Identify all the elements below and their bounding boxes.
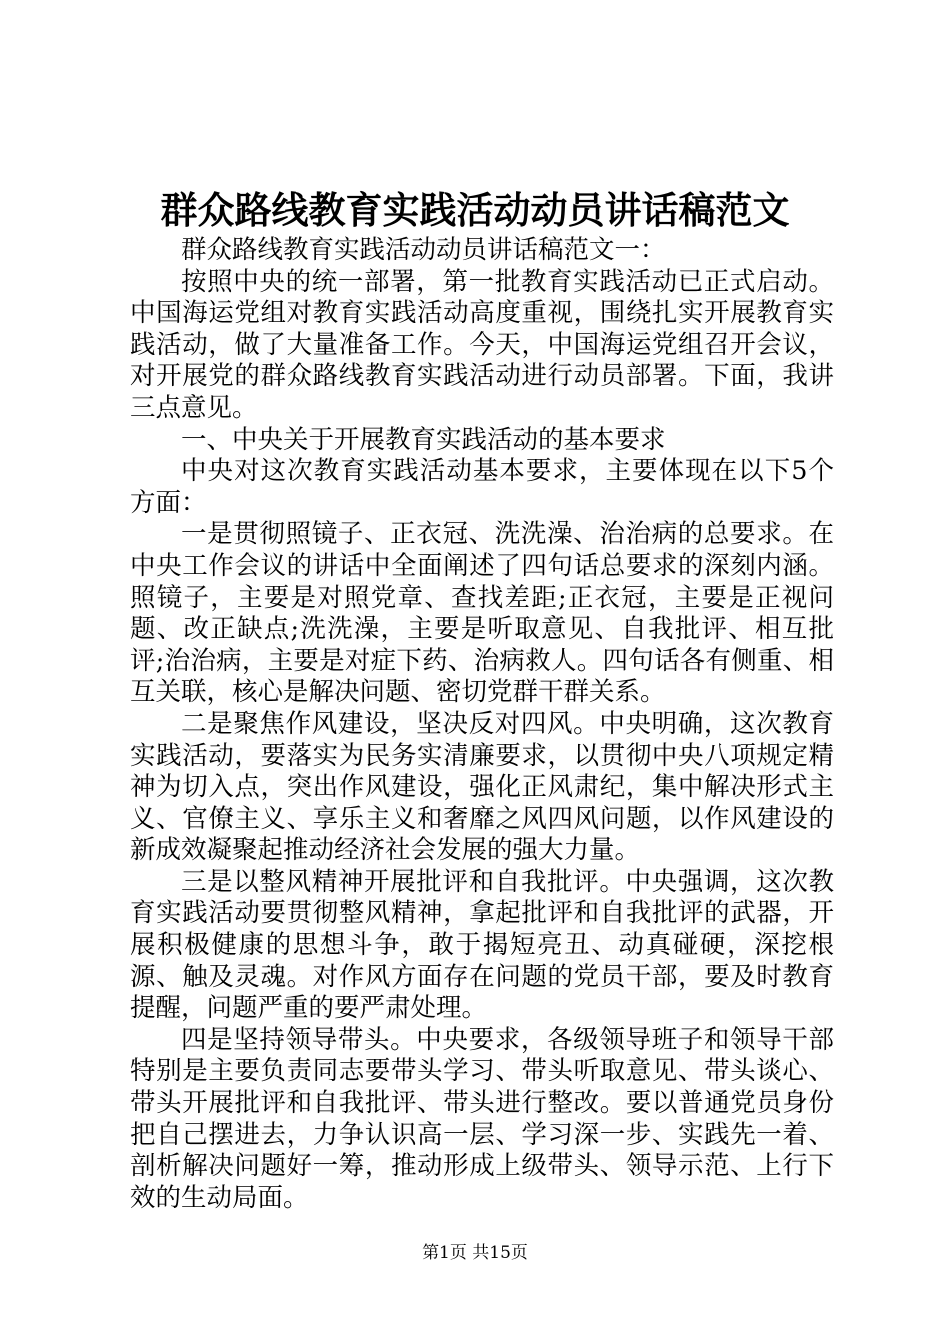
paragraph-intro: 群众路线教育实践活动动员讲话稿范文一： <box>181 235 666 265</box>
section-heading: 一、中央关于开展教育实践活动的基本要求 <box>181 424 666 455</box>
document-title: 群众路线教育实践活动动员讲话稿范文 <box>160 188 790 232</box>
page-number-footer: 第1页 共15页 <box>422 1243 528 1263</box>
document-body <box>130 235 834 1214</box>
paragraph-point-3: 三是以整风精神开展批评和自我批评。中央强调，这次教育实践活动要贯彻整风精神，拿起批评和自我批评的武器，开展积极健康的思想斗争，敢于揭短亮丑、动真碰硬，深挖根源、触及灵魂。对作风方面存在问题的党员干部，要及时教育提醒，问题严重的要严肃处理。 <box>130 866 834 1024</box>
paragraph-overview: 中央对这次教育实践活动基本要求，主要体现在以下5个方面： <box>130 456 834 518</box>
paragraph-point-2: 二是聚焦作风建设，坚决反对四风。中央明确，这次教育实践活动，要落实为民务实清廉要求，以贯彻中央八项规定精神为切入点，突出作风建设，强化正风肃纪，集中解决形式主义、官僚主义、享乐主义和奢靡之风四风问题，以作风建设的新成效凝聚起推动经济社会发展的强大力量。 <box>130 708 834 866</box>
paragraph-point-4: 四是坚持领导带头。中央要求，各级领导班子和领导干部特别是主要负责同志要带头学习、带头听取意见、带头谈心、带头开展批评和自我批评、带头进行整改。要以普通党员身份把自己摆进去，力争认识高一层、学习深一步、实践先一着、剖析解决问题好一筹，推动形成上级带头、领导示范、上行下效的生动局面。 <box>130 1024 834 1213</box>
paragraph-point-1: 一是贯彻照镜子、正衣冠、洗洗澡、治治病的总要求。在中央工作会议的讲话中全面阐述了四句话总要求的深刻内涵。照镜子，主要是对照党章、查找差距;正衣冠，主要是正视问题、改正缺点;洗洗澡，主要是听取意见、自我批评、相互批评;治治病，主要是对症下药、治病救人。四句话各有侧重、相互关联，核心是解决问题、密切党群干群关系。 <box>130 519 834 708</box>
paragraph-opening: 按照中央的统一部署，第一批教育实践活动已正式启动。中国海运党组对教育实践活动高度重视，围绕扎实开展教育实践活动，做了大量准备工作。今天，中国海运党组召开会议，对开展党的群众路线教育实践活动进行动员部署。下面，我讲三点意见。 <box>130 266 834 423</box>
